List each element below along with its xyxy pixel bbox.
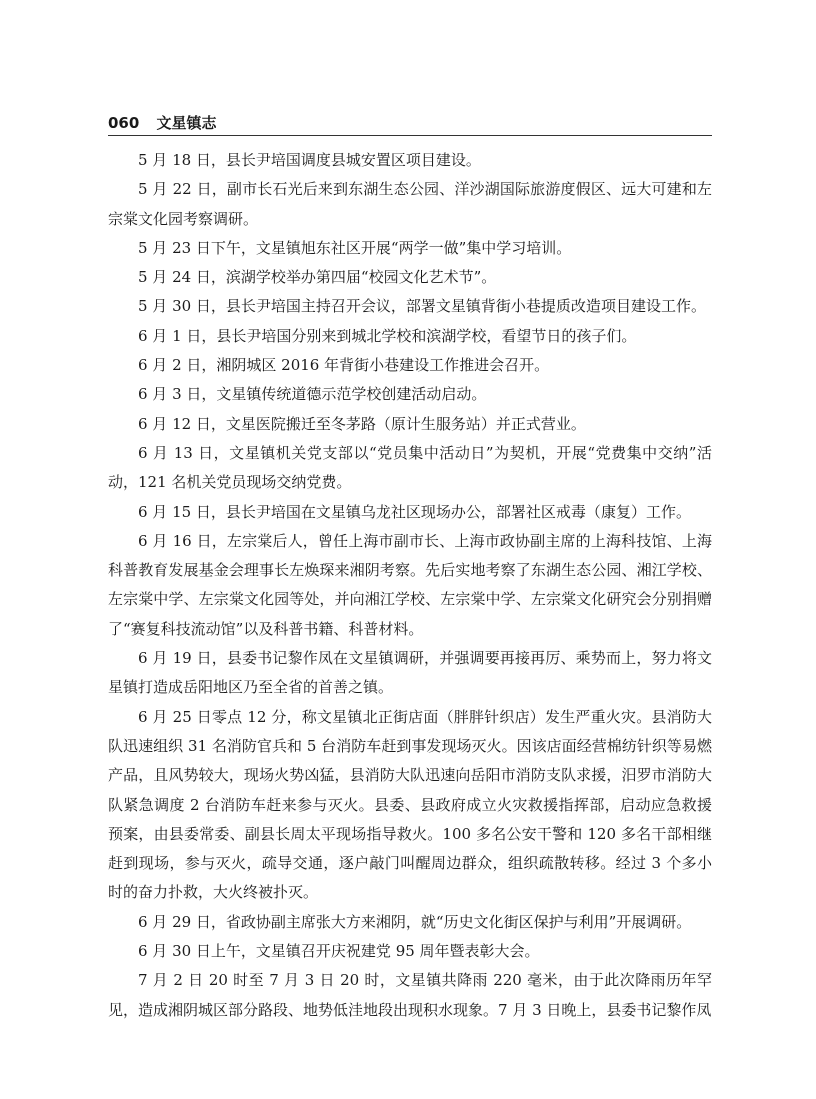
- chronicle-entry: 5 月 18 日，县长尹培国调度县城安置区项目建设。: [138, 151, 481, 169]
- chronicle-entry: 6 月 25 日零点 12 分，称文星镇北正街店面（胖胖针织店）发生严重火灾。县消防大队迅速组织 31 名消防官兵和 5 台消防车赶到事发现场灭火。因该店面经营棉纺针织等易燃产品，且风势较大，现场火势凶猛，县消防大队迅速向岳阳市消防支队求援，汨罗市消防大队紧急调度 2 台消防车赶来参与灭火。县委、县政府成立火灾救援指挥部，启动应急救援预案，由县委常委、副县长周太平现场指导救火。100 多名公安干警和 120 多名干部相继赶到现场，参与灭火，疏导交通，逐户敲门叫醒周边群众，组织疏散转移。经过 3 个多小时的奋力扑救，大火终被扑灭。: [108, 707, 712, 902]
- chronicle-entry: 6 月 19 日，县委书记黎作凤在文星镇调研，并强调要再接再厉、乘势而上，努力将文星镇打造成岳阳地区乃至全省的首善之镇。: [108, 649, 712, 697]
- chronicle-entry: 7 月 2 日 20 时至 7 月 3 日 20 时，文星镇共降雨 220 毫米，由于此次降雨历年罕见，造成湘阴城区部分路段、地势低洼地段出现积水现象。7 月 3 日晚上，县委书记黎作凤: [108, 971, 712, 1019]
- book-title: 文星镇志: [156, 114, 217, 132]
- chronicle-entry: 5 月 23 日下午，文星镇旭东社区开展“两学一做”集中学习培训。: [138, 238, 572, 257]
- chronicle-entry: 6 月 30 日上午，文星镇召开庆祝建党 95 周年暨表彰大会。: [138, 942, 540, 961]
- running-header: [108, 113, 712, 136]
- chronicle-entry: 6 月 16 日，左宗棠后人，曾任上海市副市长、上海市政协副主席的上海科技馆、上海科普教育发展基金会理事长左焕琛来湘阴考察。先后实地考察了东湖生态公园、湘江学校、左宗棠中学、左宗棠文化园等处，并向湘江学校、左宗棠中学、左宗棠文化研究会分别捐赠了“赛复科技流动馆”以及科普书籍、科普材料。: [108, 531, 712, 638]
- chronicle-entry: 6 月 2 日，湘阴城区 2016 年背街小巷建设工作推进会召开。: [138, 356, 550, 375]
- body-text: [108, 146, 712, 1025]
- chronicle-entry: 6 月 1 日，县长尹培国分别来到城北学校和滨湖学校，看望节日的孩子们。: [138, 326, 637, 345]
- page-number: 060: [108, 114, 140, 132]
- chronicle-entry: 5 月 30 日，县长尹培国主持召开会议，部署文星镇背街小巷提质改造项目建设工作。: [138, 297, 706, 316]
- chronicle-entry: 6 月 12 日，文星医院搬迁至冬茅路（原计生服务站）并正式营业。: [138, 414, 586, 433]
- chronicle-entry: 6 月 15 日，县长尹培国在文星镇乌龙社区现场办公，部署社区戒毒（康复）工作。: [138, 502, 691, 521]
- chronicle-entry: 5 月 24 日，滨湖学校举办第四届“校园文化艺术节”。: [138, 268, 497, 287]
- chronicle-entry: 6 月 29 日，省政协副主席张大方来湘阴，就“历史文化街区保护与利用”开展调研。: [138, 912, 692, 931]
- chronicle-entry: 6 月 3 日，文星镇传统道德示范学校创建活动启动。: [138, 385, 487, 404]
- chronicle-entry: 5 月 22 日，副市长石光后来到东湖生态公园、洋沙湖国际旅游度假区、远大可建和左宗棠文化园考察调研。: [108, 180, 712, 228]
- chronicle-entry: 6 月 13 日，文星镇机关党支部以“党员集中活动日”为契机，开展“党费集中交纳”活动，121 名机关党员现场交纳党费。: [108, 443, 712, 492]
